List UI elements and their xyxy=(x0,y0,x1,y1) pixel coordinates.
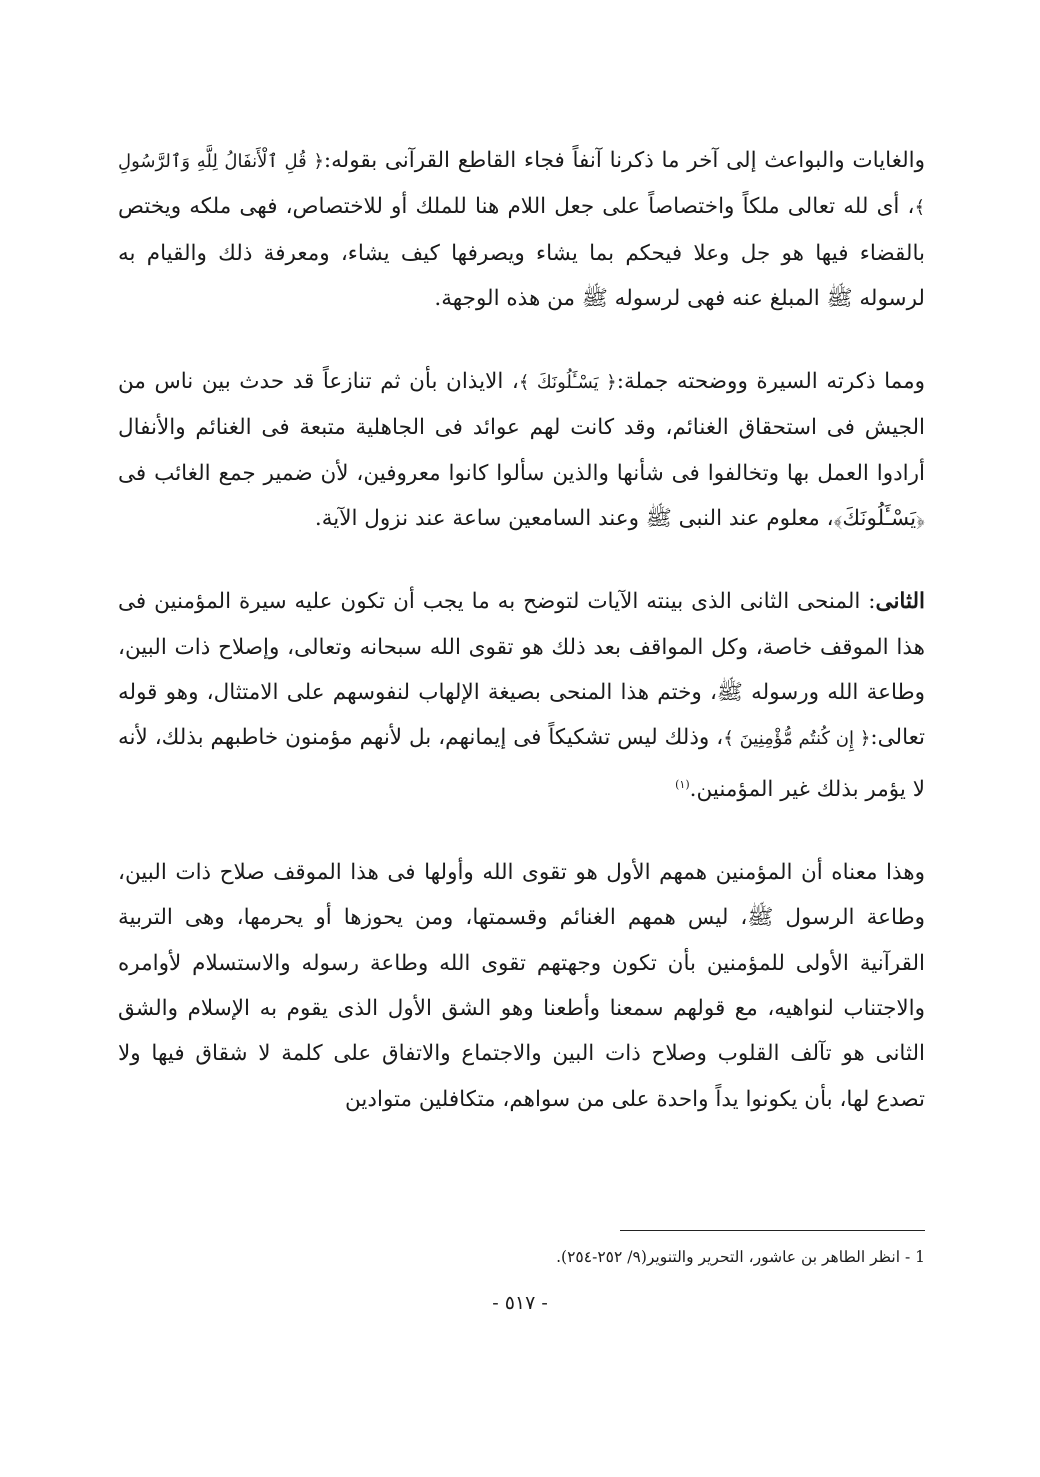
paragraph-1-text-after: ، أى لله تعالى ملكاً واختصاصاً على جعل اللام هنا للملك أو للاختصاص، فهى ملكه ويختص بالقضاء فيها هو جل وعلا فيحكم بما يشاء ويصرفها كيف يشاء، ومعرفة ذلك والقيام به لرسوله ﷺ المبلغ عنه فهى لرسوله ﷺ من هذه الوجهة. xyxy=(118,194,925,311)
footnote-divider xyxy=(620,1230,925,1231)
paragraph-1 xyxy=(118,138,925,321)
quran-verse-anfal: ﴿ قُلِ ٱلْأَنفَالُ لِلَّهِ وَٱلرَّسُولِ ﴾ xyxy=(118,151,925,219)
footnote-text: انظر الطاهر بن عاشور، التحرير والتنوير(٩/ ٢٥٢-٢٥٤). xyxy=(556,1248,901,1266)
paragraph-2 xyxy=(118,359,925,541)
paragraph-4 xyxy=(118,850,925,1122)
paragraph-3-text-before: : المنحى الثانى الذى بينته الآيات لتوضح به ما يجب أن تكون عليه سيرة المؤمنين فى هذا الموقف خاصة، وكل المواقف بعد ذلك هو تقوى الله سبحانه وتعالى، وإصلاح ذات البين، وطاعة الله ورسوله ﷺ، وختم هذا المنحى بصيغة الإلهاب لنفوسهم على الامتثال، وهو قوله تعالى: xyxy=(118,589,926,751)
paragraph-3-lead: الثانى xyxy=(875,589,925,615)
page-number: - ٥١٧ - xyxy=(492,1292,548,1314)
paragraph-3-text-after: ، وذلك ليس تشكيكاً فى إيمانهم، بل لأنهم مؤمنون خاطبهم بذلك، لأنه لا يؤمر بذلك غير المؤمنين. xyxy=(118,725,925,802)
paragraph-2-text-after: ، الايذان بأن ثم تنازعاً قد حدث بين ناس من الجيش فى استحقاق الغنائم، وقد كانت لهم عوائد فى الجاهلية متبعة فى الغنائم والأنفال أرادوا العمل بها وتخالفوا فى شأنها والذين سألوا كانوا معروفين، لأن ضمير جمع الغائب فى ﴿يَسْـَٔلُونَكَ﴾، معلوم عند النبى ﷺ وعند السامعين ساعة عند نزول الآية. xyxy=(118,369,925,532)
footnote-number: 1 - xyxy=(904,1248,925,1266)
footnote xyxy=(400,1244,925,1270)
paragraph-4-text: وهذا معناه أن المؤمنين همهم الأول هو تقوى الله وأولها فى هذا الموقف صلاح ذات البين، وطاعة الرسول ﷺ، ليس همهم الغنائم وقسمتها، ومن يحوزها أو يحرمها، وهى التربية القرآنية الأولى للمؤمنين بأن تكون وجهتهم تقوى الله وطاعة رسوله والاستسلام لأوامره والاجتناب لنواهيه، مع قولهم سمعنا وأطعنا وهو الشق الأول الذى يقوم به الإسلام والشق الثانى هو تآلف القلوب وصلاح ذات البين والاجتماع والاتفاق على كلمة لا شقاق فيها ولا تصدع لها، بأن يكونوا يداً واحدة على من سواهم، متكافلين متوادين xyxy=(118,860,925,1112)
paragraph-2-text-before: ومما ذكرته السيرة ووضحته جملة: xyxy=(616,369,925,395)
quran-verse-in-kuntum: ﴿ إِن كُنتُم مُّؤْمِنِينَ ﴾ xyxy=(723,728,871,750)
main-text xyxy=(118,138,925,1160)
quran-verse-yasalunak: ﴿ يَسْـَٔلُونَكَ ﴾ xyxy=(518,372,617,394)
footnote-reference[interactable]: (١) xyxy=(675,777,690,791)
paragraph-3 xyxy=(118,579,925,812)
paragraph-1-text-before: والغايات والبواعث إلى آخر ما ذكرنا آنفاً فجاء القاطع القرآنى بقوله: xyxy=(323,148,926,173)
